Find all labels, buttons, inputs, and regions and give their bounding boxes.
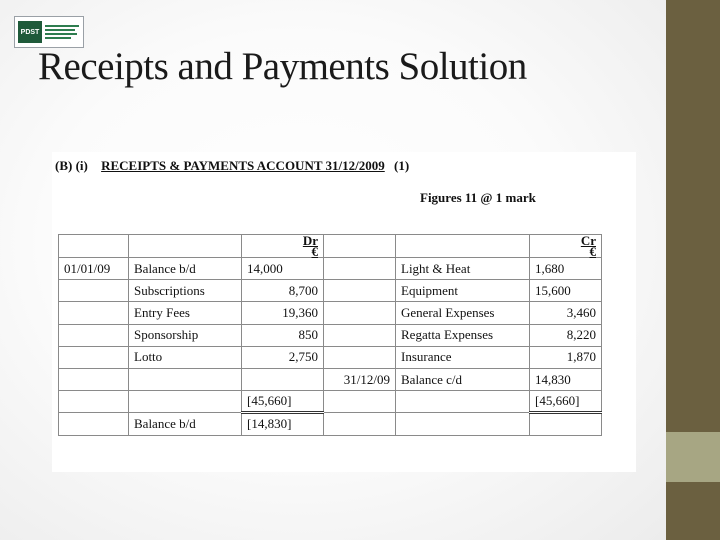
totals-row [59,391,602,413]
table-row: Subscriptions 8,700 Equipment 15,600 [59,280,602,302]
table-row: Sponsorship 850 Regatta Expenses 8,220 [59,324,602,346]
logo-mark: PDST [18,21,42,43]
header-row [59,235,602,258]
total-cr: [45,660] [530,391,602,413]
table-row: Lotto 2,750 Insurance 1,870 [59,346,602,368]
dr-header: Dr € [242,235,324,258]
receipts-payments-table [58,234,602,436]
table-row: 31/12/09 Balance c/d 14,830 [59,368,602,390]
scanned-document [52,152,636,472]
heading-marks: (1) [394,158,410,173]
side-band-dark [666,0,720,432]
side-band-tan [666,432,720,482]
total-dr: [45,660] [242,391,324,413]
table-row: Entry Fees 19,360 General Expenses 3,460 [59,302,602,324]
logo-text-lines [45,25,79,39]
side-band-bottom [666,482,720,540]
figures-note: Figures 11 @ 1 mark [420,190,536,205]
heading-title: RECEIPTS & PAYMENTS ACCOUNT 31/12/2009 [101,158,385,173]
account-heading [55,158,409,174]
heading-prefix: (B) (i) [55,158,88,173]
cr-header: Cr € [530,235,602,258]
closing-balance-row: Balance b/d [14,830] [59,413,602,435]
slide-title: Receipts and Payments Solution [38,45,527,88]
table-row: 01/01/09 Balance b/d 14,000 Light & Heat 1,680 [59,258,602,280]
